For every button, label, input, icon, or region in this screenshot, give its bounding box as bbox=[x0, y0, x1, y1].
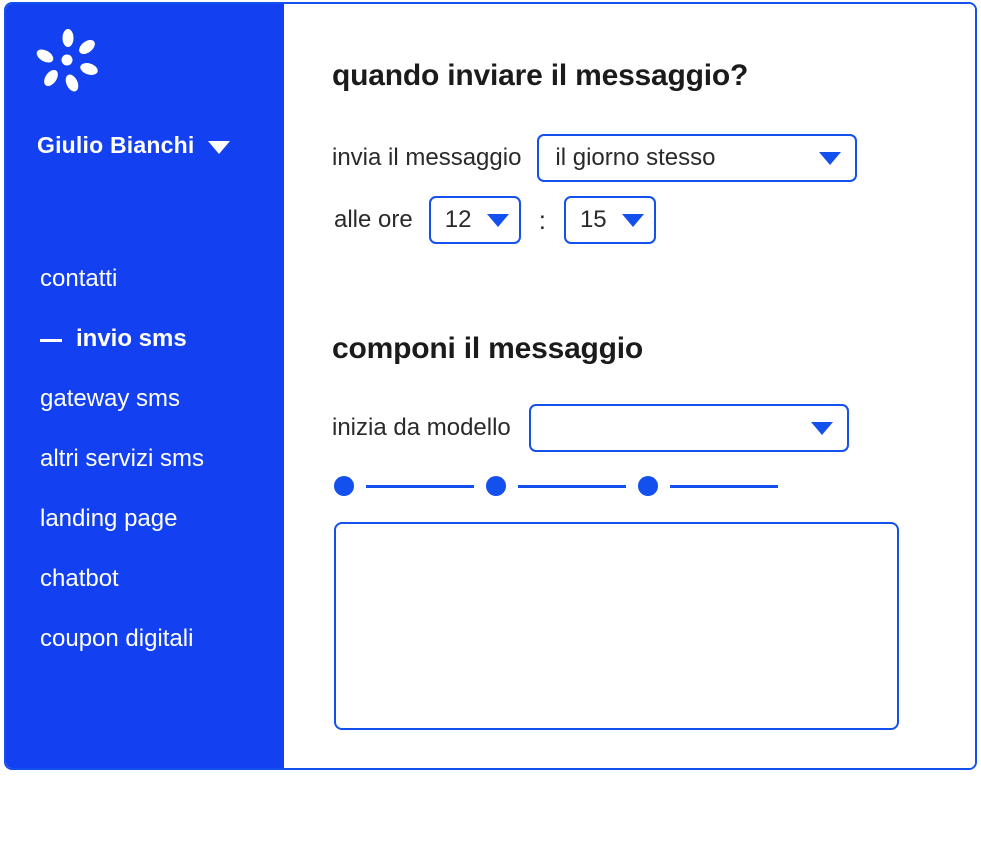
send-when-select[interactable] bbox=[537, 134, 857, 182]
sidebar-item-altri-servizi-sms[interactable] bbox=[6, 429, 284, 489]
main-content bbox=[284, 4, 975, 768]
compose-section-title: componi il messaggio bbox=[332, 332, 644, 365]
send-time-row bbox=[334, 196, 656, 244]
sidebar-item-chatbot[interactable] bbox=[6, 549, 284, 609]
time-separator: : bbox=[538, 204, 546, 235]
step-dot-2[interactable] bbox=[486, 476, 506, 496]
schedule-section-title: quando inviare il messaggio? bbox=[332, 59, 749, 92]
sidebar-item-label: chatbot bbox=[40, 565, 119, 592]
flower-petals-logo bbox=[34, 26, 102, 94]
template-select[interactable] bbox=[529, 404, 849, 452]
sidebar-item-label: contatti bbox=[40, 265, 118, 292]
step-line-1 bbox=[366, 485, 474, 488]
sidebar-item-label: gateway sms bbox=[40, 385, 181, 412]
step-dot-1[interactable] bbox=[334, 476, 354, 496]
sidebar-item-invio-sms[interactable] bbox=[6, 309, 284, 369]
sidebar-item-landing-page[interactable] bbox=[6, 489, 284, 549]
chevron-down-icon bbox=[208, 141, 230, 154]
active-dash-icon bbox=[40, 339, 62, 342]
send-when-row bbox=[332, 134, 857, 182]
chevron-down-icon bbox=[487, 214, 509, 227]
sidebar-item-gateway-sms[interactable] bbox=[6, 369, 284, 429]
account-name: Giulio Bianchi bbox=[37, 132, 195, 158]
sidebar-item-coupon-digitali[interactable] bbox=[6, 609, 284, 669]
template-label: inizia da modello bbox=[332, 414, 511, 441]
step-indicator bbox=[334, 476, 790, 496]
step-dot-3[interactable] bbox=[638, 476, 658, 496]
sidebar-item-label: invio sms bbox=[76, 325, 187, 352]
minute-value: 15 bbox=[579, 206, 607, 233]
sidebar-item-label: landing page bbox=[40, 505, 178, 532]
message-textarea[interactable] bbox=[334, 522, 899, 730]
chevron-down-icon bbox=[622, 214, 644, 227]
template-row bbox=[332, 404, 849, 452]
send-when-value: il giorno stesso bbox=[555, 144, 716, 171]
hour-select[interactable] bbox=[429, 196, 521, 244]
sidebar-item-contatti[interactable] bbox=[6, 249, 284, 309]
minute-select[interactable] bbox=[564, 196, 656, 244]
app-window bbox=[4, 2, 977, 770]
chevron-down-icon bbox=[811, 422, 833, 435]
send-time-label: alle ore bbox=[334, 206, 413, 233]
sidebar-item-label: coupon digitali bbox=[40, 625, 194, 652]
sidebar-item-label: altri servizi sms bbox=[40, 445, 205, 472]
sidebar bbox=[6, 4, 284, 768]
step-line-3 bbox=[670, 485, 778, 488]
account-menu[interactable] bbox=[37, 132, 230, 159]
sidebar-nav bbox=[6, 249, 284, 669]
step-line-2 bbox=[518, 485, 626, 488]
send-when-label: invia il messaggio bbox=[332, 144, 522, 171]
chevron-down-icon bbox=[819, 152, 841, 165]
hour-value: 12 bbox=[444, 206, 472, 233]
